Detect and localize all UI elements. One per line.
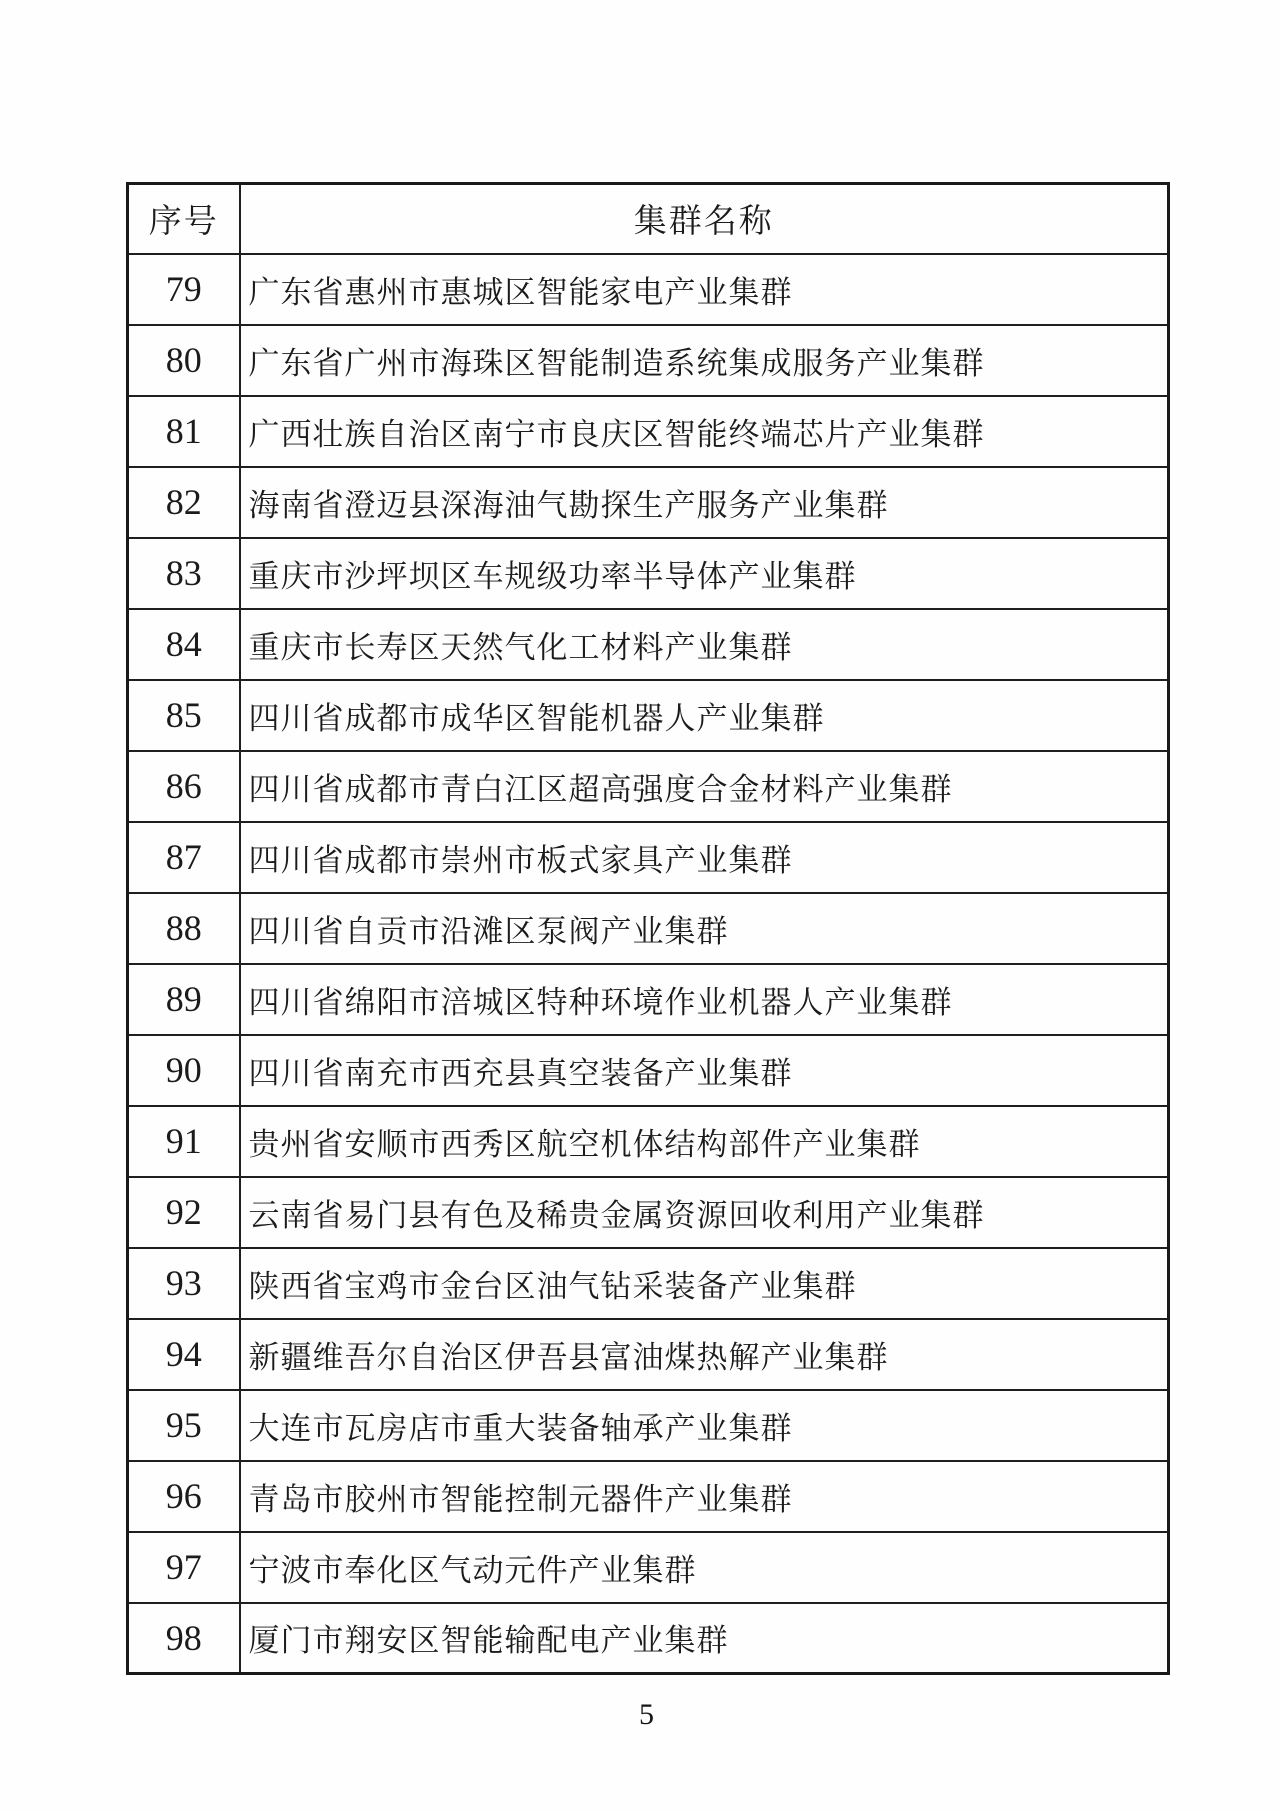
table-row bbox=[128, 609, 1169, 680]
table-row bbox=[128, 822, 1169, 893]
row-index: 80 bbox=[128, 325, 240, 396]
row-index: 92 bbox=[128, 1177, 240, 1248]
row-index: 95 bbox=[128, 1390, 240, 1461]
cluster-name: 新疆维吾尔自治区伊吾县富油煤热解产业集群 bbox=[240, 1319, 1169, 1390]
row-index: 84 bbox=[128, 609, 240, 680]
table-header-index: 序号 bbox=[128, 184, 240, 254]
cluster-name: 青岛市胶州市智能控制元器件产业集群 bbox=[240, 1461, 1169, 1532]
cluster-name: 四川省成都市成华区智能机器人产业集群 bbox=[240, 680, 1169, 751]
table-row bbox=[128, 1248, 1169, 1319]
table-row bbox=[128, 751, 1169, 822]
row-index: 83 bbox=[128, 538, 240, 609]
table-row bbox=[128, 1106, 1169, 1177]
row-index: 96 bbox=[128, 1461, 240, 1532]
row-index: 82 bbox=[128, 467, 240, 538]
table-row bbox=[128, 1319, 1169, 1390]
table-row bbox=[128, 325, 1169, 396]
row-index: 79 bbox=[128, 254, 240, 325]
cluster-name: 广西壮族自治区南宁市良庆区智能终端芯片产业集群 bbox=[240, 396, 1169, 467]
row-index: 97 bbox=[128, 1532, 240, 1603]
cluster-name: 广东省惠州市惠城区智能家电产业集群 bbox=[240, 254, 1169, 325]
table-row bbox=[128, 1532, 1169, 1603]
table-row bbox=[128, 1461, 1169, 1532]
row-index: 89 bbox=[128, 964, 240, 1035]
cluster-name: 云南省易门县有色及稀贵金属资源回收利用产业集群 bbox=[240, 1177, 1169, 1248]
cluster-name: 大连市瓦房店市重大装备轴承产业集群 bbox=[240, 1390, 1169, 1461]
row-index: 87 bbox=[128, 822, 240, 893]
row-index: 88 bbox=[128, 893, 240, 964]
table-row bbox=[128, 680, 1169, 751]
row-index: 93 bbox=[128, 1248, 240, 1319]
table-row bbox=[128, 1603, 1169, 1674]
cluster-name: 四川省成都市崇州市板式家具产业集群 bbox=[240, 822, 1169, 893]
table-row bbox=[128, 396, 1169, 467]
cluster-name: 广东省广州市海珠区智能制造系统集成服务产业集群 bbox=[240, 325, 1169, 396]
table-row bbox=[128, 964, 1169, 1035]
cluster-name: 四川省绵阳市涪城区特种环境作业机器人产业集群 bbox=[240, 964, 1169, 1035]
row-index: 85 bbox=[128, 680, 240, 751]
cluster-name: 四川省成都市青白江区超高强度合金材料产业集群 bbox=[240, 751, 1169, 822]
cluster-name: 重庆市长寿区天然气化工材料产业集群 bbox=[240, 609, 1169, 680]
cluster-name: 厦门市翔安区智能输配电产业集群 bbox=[240, 1603, 1169, 1674]
row-index: 91 bbox=[128, 1106, 240, 1177]
row-index: 90 bbox=[128, 1035, 240, 1106]
cluster-name: 四川省南充市西充县真空装备产业集群 bbox=[240, 1035, 1169, 1106]
cluster-name: 重庆市沙坪坝区车规级功率半导体产业集群 bbox=[240, 538, 1169, 609]
table-row bbox=[128, 1390, 1169, 1461]
row-index: 81 bbox=[128, 396, 240, 467]
cluster-name: 海南省澄迈县深海油气勘探生产服务产业集群 bbox=[240, 467, 1169, 538]
cluster-name: 四川省自贡市沿滩区泵阀产业集群 bbox=[240, 893, 1169, 964]
table-row bbox=[128, 467, 1169, 538]
cluster-name: 贵州省安顺市西秀区航空机体结构部件产业集群 bbox=[240, 1106, 1169, 1177]
row-index: 94 bbox=[128, 1319, 240, 1390]
row-index: 98 bbox=[128, 1603, 240, 1674]
table-row bbox=[128, 1177, 1169, 1248]
table-header-row bbox=[128, 184, 1169, 254]
table-header-name: 集群名称 bbox=[240, 184, 1169, 254]
row-index: 86 bbox=[128, 751, 240, 822]
clusters-table bbox=[126, 182, 1170, 1675]
page-number: 5 bbox=[639, 1698, 654, 1731]
table-row bbox=[128, 538, 1169, 609]
table-row bbox=[128, 1035, 1169, 1106]
cluster-name: 宁波市奉化区气动元件产业集群 bbox=[240, 1532, 1169, 1603]
table-row bbox=[128, 893, 1169, 964]
table-row bbox=[128, 254, 1169, 325]
cluster-name: 陕西省宝鸡市金台区油气钻采装备产业集群 bbox=[240, 1248, 1169, 1319]
